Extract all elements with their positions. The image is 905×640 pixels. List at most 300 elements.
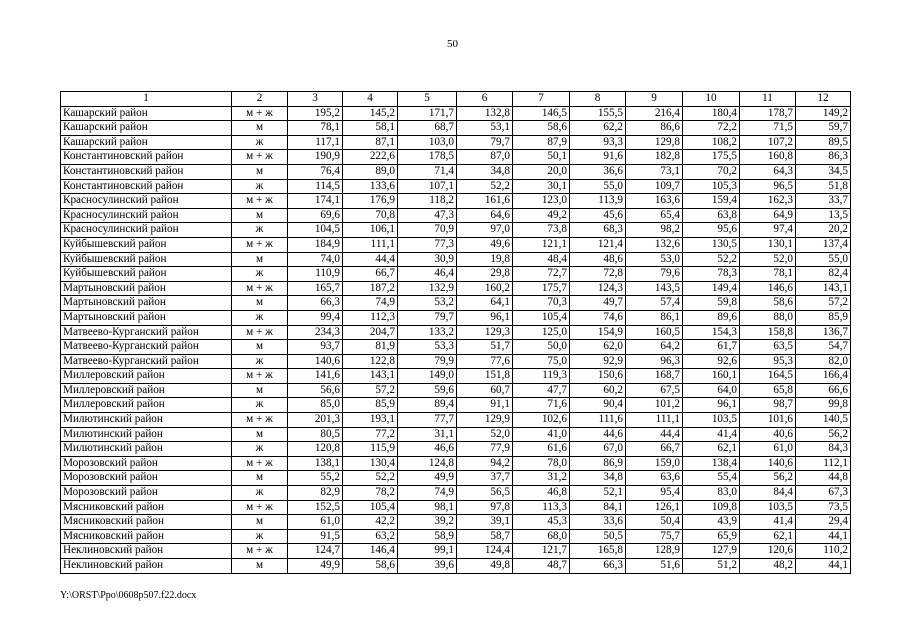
value-cell: 222,6: [343, 150, 398, 165]
value-cell: 112,3: [343, 310, 398, 325]
value-cell: 86,9: [570, 456, 626, 471]
column-header: 10: [683, 92, 740, 107]
value-cell: 60,7: [457, 383, 513, 398]
value-cell: 52,2: [457, 179, 513, 194]
value-cell: 53,1: [457, 121, 513, 136]
value-cell: 102,6: [513, 413, 570, 428]
sex-cell: ж: [232, 354, 288, 369]
value-cell: 96,1: [457, 310, 513, 325]
value-cell: 42,2: [343, 515, 398, 530]
value-cell: 56,2: [740, 471, 796, 486]
value-cell: 184,9: [288, 237, 343, 252]
value-cell: 30,1: [513, 179, 570, 194]
value-cell: 195,2: [288, 106, 343, 121]
value-cell: 98,1: [398, 500, 457, 515]
value-cell: 20,2: [796, 223, 851, 238]
value-cell: 49,8: [457, 559, 513, 574]
column-header: 6: [457, 92, 513, 107]
value-cell: 72,8: [570, 267, 626, 282]
value-cell: 65,9: [683, 529, 740, 544]
value-cell: 46,8: [513, 486, 570, 501]
value-cell: 159,0: [626, 456, 683, 471]
value-cell: 87,0: [457, 150, 513, 165]
value-cell: 39,6: [398, 559, 457, 574]
district-cell: Морозовский район: [61, 486, 232, 501]
sex-cell: м + ж: [232, 281, 288, 296]
value-cell: 146,4: [343, 544, 398, 559]
value-cell: 130,5: [683, 237, 740, 252]
value-cell: 80,5: [288, 427, 343, 442]
value-cell: 99,1: [398, 544, 457, 559]
value-cell: 49,7: [570, 296, 626, 311]
value-cell: 124,4: [457, 544, 513, 559]
value-cell: 43,9: [683, 515, 740, 530]
value-cell: 103,5: [683, 413, 740, 428]
value-cell: 34,8: [570, 471, 626, 486]
value-cell: 84,1: [570, 500, 626, 515]
district-cell: Мясниковский район: [61, 529, 232, 544]
sex-cell: ж: [232, 223, 288, 238]
value-cell: 50,0: [513, 340, 570, 355]
value-cell: 60,2: [570, 383, 626, 398]
value-cell: 65,4: [626, 208, 683, 223]
value-cell: 68,7: [398, 121, 457, 136]
value-cell: 121,7: [513, 544, 570, 559]
value-cell: 88,0: [740, 310, 796, 325]
sex-cell: м: [232, 427, 288, 442]
value-cell: 79,7: [398, 310, 457, 325]
value-cell: 101,2: [626, 398, 683, 413]
table-row: [61, 150, 851, 165]
district-cell: Неклиновский район: [61, 559, 232, 574]
district-cell: Миллеровский район: [61, 398, 232, 413]
value-cell: 133,6: [343, 179, 398, 194]
value-cell: 113,9: [570, 194, 626, 209]
value-cell: 98,7: [740, 398, 796, 413]
value-cell: 162,3: [740, 194, 796, 209]
value-cell: 110,2: [796, 544, 851, 559]
value-cell: 58,6: [513, 121, 570, 136]
value-cell: 143,5: [626, 281, 683, 296]
table-row: [61, 427, 851, 442]
value-cell: 41,0: [513, 427, 570, 442]
table-row: [61, 208, 851, 223]
district-cell: Миллеровский район: [61, 369, 232, 384]
value-cell: 48,4: [513, 252, 570, 267]
value-cell: 99,8: [796, 398, 851, 413]
sex-cell: ж: [232, 398, 288, 413]
district-cell: Кашарский район: [61, 106, 232, 121]
value-cell: 64,9: [740, 208, 796, 223]
value-cell: 130,4: [343, 456, 398, 471]
table-row: [61, 340, 851, 355]
value-cell: 85,9: [796, 310, 851, 325]
value-cell: 123,0: [513, 194, 570, 209]
value-cell: 216,4: [626, 106, 683, 121]
district-cell: Милютинский район: [61, 427, 232, 442]
value-cell: 178,7: [740, 106, 796, 121]
value-cell: 166,4: [796, 369, 851, 384]
value-cell: 44,4: [343, 252, 398, 267]
value-cell: 125,0: [513, 325, 570, 340]
value-cell: 76,4: [288, 164, 343, 179]
value-cell: 146,6: [740, 281, 796, 296]
value-cell: 72,2: [683, 121, 740, 136]
value-cell: 62,1: [683, 442, 740, 457]
value-cell: 59,6: [398, 383, 457, 398]
value-cell: 91,1: [457, 398, 513, 413]
value-cell: 89,5: [796, 135, 851, 150]
value-cell: 51,8: [796, 179, 851, 194]
sex-cell: м + ж: [232, 544, 288, 559]
value-cell: 149,2: [796, 106, 851, 121]
sex-cell: м: [232, 515, 288, 530]
value-cell: 127,9: [683, 544, 740, 559]
value-cell: 77,9: [457, 442, 513, 457]
value-cell: 132,8: [457, 106, 513, 121]
table-body: [61, 92, 851, 574]
value-cell: 51,7: [457, 340, 513, 355]
value-cell: 136,7: [796, 325, 851, 340]
value-cell: 138,4: [683, 456, 740, 471]
value-cell: 31,1: [398, 427, 457, 442]
table-row: [61, 383, 851, 398]
sex-cell: ж: [232, 135, 288, 150]
sex-cell: м: [232, 471, 288, 486]
table-row: [61, 296, 851, 311]
value-cell: 78,1: [288, 121, 343, 136]
value-cell: 40,6: [740, 427, 796, 442]
value-cell: 84,4: [740, 486, 796, 501]
table-row: [61, 354, 851, 369]
value-cell: 91,5: [288, 529, 343, 544]
value-cell: 62,2: [570, 121, 626, 136]
value-cell: 48,2: [740, 559, 796, 574]
value-cell: 77,7: [398, 413, 457, 428]
value-cell: 53,2: [398, 296, 457, 311]
value-cell: 67,0: [570, 442, 626, 457]
column-header: 1: [61, 92, 232, 107]
district-cell: Миллеровский район: [61, 383, 232, 398]
sex-cell: ж: [232, 486, 288, 501]
value-cell: 95,3: [740, 354, 796, 369]
value-cell: 119,3: [513, 369, 570, 384]
value-cell: 137,4: [796, 237, 851, 252]
value-cell: 74,6: [570, 310, 626, 325]
value-cell: 122,8: [343, 354, 398, 369]
value-cell: 89,6: [683, 310, 740, 325]
column-header: 11: [740, 92, 796, 107]
value-cell: 55,4: [683, 471, 740, 486]
value-cell: 124,7: [288, 544, 343, 559]
column-header: 7: [513, 92, 570, 107]
value-cell: 73,5: [796, 500, 851, 515]
table-row: [61, 471, 851, 486]
value-cell: 85,9: [343, 398, 398, 413]
value-cell: 97,0: [457, 223, 513, 238]
value-cell: 149,4: [683, 281, 740, 296]
value-cell: 19,8: [457, 252, 513, 267]
value-cell: 67,3: [796, 486, 851, 501]
value-cell: 52,1: [570, 486, 626, 501]
value-cell: 140,5: [796, 413, 851, 428]
value-cell: 95,4: [626, 486, 683, 501]
district-cell: Милютинский район: [61, 442, 232, 457]
value-cell: 121,4: [570, 237, 626, 252]
district-cell: Красносулинский район: [61, 208, 232, 223]
value-cell: 39,1: [457, 515, 513, 530]
value-cell: 70,8: [343, 208, 398, 223]
value-cell: 74,0: [288, 252, 343, 267]
column-header: 8: [570, 92, 626, 107]
value-cell: 68,0: [513, 529, 570, 544]
value-cell: 79,7: [457, 135, 513, 150]
value-cell: 160,5: [626, 325, 683, 340]
district-cell: Матвеево-Курганский район: [61, 340, 232, 355]
value-cell: 150,6: [570, 369, 626, 384]
value-cell: 56,2: [796, 427, 851, 442]
value-cell: 71,6: [513, 398, 570, 413]
value-cell: 44,1: [796, 559, 851, 574]
sex-cell: м: [232, 164, 288, 179]
value-cell: 47,7: [513, 383, 570, 398]
table-row: [61, 194, 851, 209]
value-cell: 193,1: [343, 413, 398, 428]
value-cell: 82,9: [288, 486, 343, 501]
value-cell: 124,8: [398, 456, 457, 471]
district-cell: Неклиновский район: [61, 544, 232, 559]
table-row: [61, 223, 851, 238]
value-cell: 57,2: [343, 383, 398, 398]
value-cell: 90,4: [570, 398, 626, 413]
value-cell: 52,2: [683, 252, 740, 267]
sex-cell: м + ж: [232, 456, 288, 471]
value-cell: 96,5: [740, 179, 796, 194]
value-cell: 115,9: [343, 442, 398, 457]
value-cell: 52,2: [343, 471, 398, 486]
value-cell: 68,3: [570, 223, 626, 238]
value-cell: 87,1: [343, 135, 398, 150]
district-cell: Кашарский район: [61, 135, 232, 150]
value-cell: 175,7: [513, 281, 570, 296]
value-cell: 72,7: [513, 267, 570, 282]
value-cell: 29,8: [457, 267, 513, 282]
column-header: 9: [626, 92, 683, 107]
value-cell: 105,3: [683, 179, 740, 194]
value-cell: 93,7: [288, 340, 343, 355]
value-cell: 49,9: [398, 471, 457, 486]
value-cell: 93,3: [570, 135, 626, 150]
value-cell: 55,0: [570, 179, 626, 194]
value-cell: 103,5: [740, 500, 796, 515]
value-cell: 59,7: [796, 121, 851, 136]
value-cell: 71,5: [740, 121, 796, 136]
sex-cell: ж: [232, 529, 288, 544]
value-cell: 129,8: [626, 135, 683, 150]
value-cell: 234,3: [288, 325, 343, 340]
value-cell: 78,1: [740, 267, 796, 282]
sex-cell: м + ж: [232, 500, 288, 515]
value-cell: 64,2: [626, 340, 683, 355]
value-cell: 91,6: [570, 150, 626, 165]
value-cell: 86,1: [626, 310, 683, 325]
value-cell: 138,1: [288, 456, 343, 471]
value-cell: 49,9: [288, 559, 343, 574]
page-number: 50: [447, 38, 458, 50]
district-cell: Кашарский район: [61, 121, 232, 136]
value-cell: 52,0: [457, 427, 513, 442]
value-cell: 31,2: [513, 471, 570, 486]
table-row: [61, 267, 851, 282]
value-cell: 53,3: [398, 340, 457, 355]
district-cell: Красносулинский район: [61, 223, 232, 238]
district-cell: Матвеево-Курганский район: [61, 325, 232, 340]
value-cell: 180,4: [683, 106, 740, 121]
table-row: [61, 237, 851, 252]
value-cell: 99,4: [288, 310, 343, 325]
district-cell: Морозовский район: [61, 456, 232, 471]
sex-cell: ж: [232, 179, 288, 194]
district-cell: Красносулинский район: [61, 194, 232, 209]
value-cell: 33,6: [570, 515, 626, 530]
value-cell: 129,9: [457, 413, 513, 428]
value-cell: 70,9: [398, 223, 457, 238]
value-cell: 158,8: [740, 325, 796, 340]
value-cell: 61,0: [288, 515, 343, 530]
table-row: [61, 310, 851, 325]
value-cell: 171,7: [398, 106, 457, 121]
value-cell: 107,2: [740, 135, 796, 150]
value-cell: 112,1: [796, 456, 851, 471]
file-path-footer: Y:\ORST\Ppo\0608p507.f22.docx: [60, 590, 197, 601]
sex-cell: м + ж: [232, 106, 288, 121]
value-cell: 50,1: [513, 150, 570, 165]
value-cell: 55,2: [288, 471, 343, 486]
value-cell: 107,1: [398, 179, 457, 194]
table-row: [61, 442, 851, 457]
value-cell: 58,9: [398, 529, 457, 544]
value-cell: 75,0: [513, 354, 570, 369]
value-cell: 128,9: [626, 544, 683, 559]
value-cell: 201,3: [288, 413, 343, 428]
table-row: [61, 281, 851, 296]
value-cell: 111,1: [626, 413, 683, 428]
value-cell: 66,6: [796, 383, 851, 398]
value-cell: 175,5: [683, 150, 740, 165]
sex-cell: м + ж: [232, 369, 288, 384]
value-cell: 159,4: [683, 194, 740, 209]
value-cell: 51,2: [683, 559, 740, 574]
value-cell: 109,7: [626, 179, 683, 194]
value-cell: 81,9: [343, 340, 398, 355]
table-row: [61, 413, 851, 428]
value-cell: 160,2: [457, 281, 513, 296]
value-cell: 111,6: [570, 413, 626, 428]
column-header: 4: [343, 92, 398, 107]
value-cell: 49,6: [457, 237, 513, 252]
value-cell: 44,1: [796, 529, 851, 544]
value-cell: 74,9: [398, 486, 457, 501]
value-cell: 45,3: [513, 515, 570, 530]
value-cell: 87,9: [513, 135, 570, 150]
value-cell: 63,6: [626, 471, 683, 486]
value-cell: 39,2: [398, 515, 457, 530]
value-cell: 34,5: [796, 164, 851, 179]
value-cell: 117,1: [288, 135, 343, 150]
value-cell: 66,7: [626, 442, 683, 457]
value-cell: 44,4: [626, 427, 683, 442]
value-cell: 155,5: [570, 106, 626, 121]
value-cell: 92,6: [683, 354, 740, 369]
value-cell: 143,1: [796, 281, 851, 296]
value-cell: 44,6: [570, 427, 626, 442]
sex-cell: м: [232, 252, 288, 267]
value-cell: 50,4: [626, 515, 683, 530]
value-cell: 103,0: [398, 135, 457, 150]
value-cell: 30,9: [398, 252, 457, 267]
value-cell: 111,1: [343, 237, 398, 252]
sex-cell: м + ж: [232, 325, 288, 340]
value-cell: 61,0: [740, 442, 796, 457]
value-cell: 152,5: [288, 500, 343, 515]
value-cell: 146,5: [513, 106, 570, 121]
value-cell: 97,4: [740, 223, 796, 238]
value-cell: 160,8: [740, 150, 796, 165]
value-cell: 61,7: [683, 340, 740, 355]
table-row: [61, 529, 851, 544]
value-cell: 96,1: [683, 398, 740, 413]
value-cell: 63,2: [343, 529, 398, 544]
value-cell: 50,5: [570, 529, 626, 544]
value-cell: 82,0: [796, 354, 851, 369]
value-cell: 145,2: [343, 106, 398, 121]
district-cell: Милютинский район: [61, 413, 232, 428]
value-cell: 66,3: [570, 559, 626, 574]
district-cell: Куйбышевский район: [61, 267, 232, 282]
value-cell: 77,6: [457, 354, 513, 369]
value-cell: 41,4: [683, 427, 740, 442]
table-row: [61, 544, 851, 559]
district-cell: Константиновский район: [61, 150, 232, 165]
value-cell: 86,3: [796, 150, 851, 165]
value-cell: 64,6: [457, 208, 513, 223]
value-cell: 56,6: [288, 383, 343, 398]
district-cell: Мясниковский район: [61, 515, 232, 530]
value-cell: 133,2: [398, 325, 457, 340]
value-cell: 89,4: [398, 398, 457, 413]
value-cell: 174,1: [288, 194, 343, 209]
value-cell: 71,4: [398, 164, 457, 179]
value-cell: 49,2: [513, 208, 570, 223]
value-cell: 129,3: [457, 325, 513, 340]
column-header: 3: [288, 92, 343, 107]
value-cell: 61,6: [513, 442, 570, 457]
value-cell: 73,8: [513, 223, 570, 238]
district-cell: Куйбышевский район: [61, 252, 232, 267]
table-row: [61, 106, 851, 121]
value-cell: 37,7: [457, 471, 513, 486]
value-cell: 67,5: [626, 383, 683, 398]
sex-cell: м: [232, 296, 288, 311]
table-header-row: [61, 92, 851, 107]
column-header: 5: [398, 92, 457, 107]
value-cell: 182,8: [626, 150, 683, 165]
value-cell: 78,0: [513, 456, 570, 471]
value-cell: 140,6: [740, 456, 796, 471]
value-cell: 83,0: [683, 486, 740, 501]
value-cell: 41,4: [740, 515, 796, 530]
value-cell: 204,7: [343, 325, 398, 340]
